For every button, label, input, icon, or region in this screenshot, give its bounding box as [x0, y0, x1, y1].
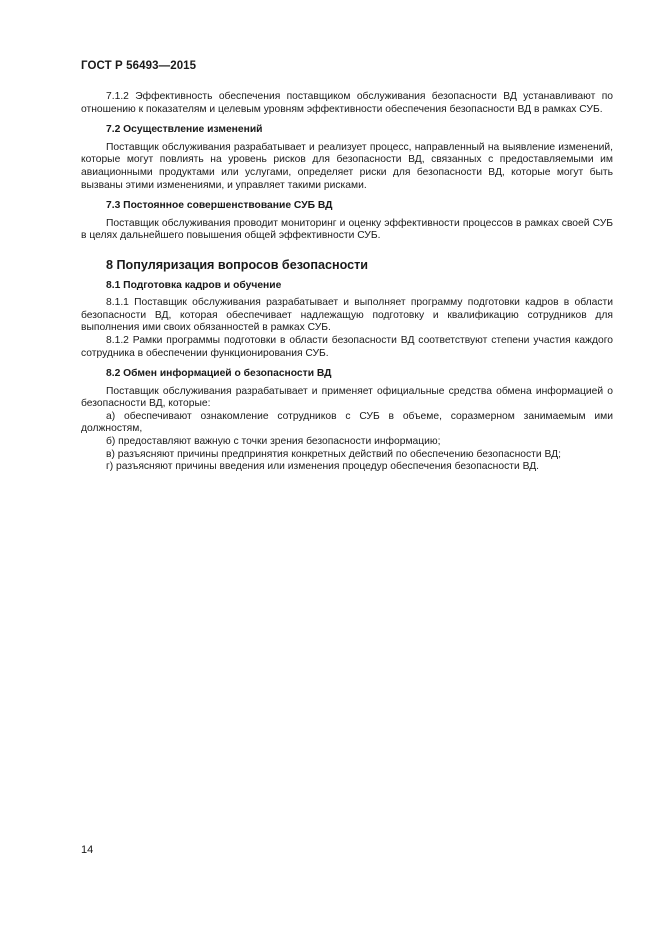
- heading-7-2: 7.2 Осуществление изменений: [106, 124, 263, 136]
- heading-8-2: 8.2 Обмен информацией о безопасности ВД: [106, 368, 332, 380]
- paragraph-7-2: Поставщик обслуживания разрабатывает и реализует процесс, направленный на выявление изменений, которые могут повлиять на уровень рисков для безопасности ВД, связанных с предоставляемыми им авиационными продуктами или услугами, определяет риски для безопасности ВД, которые могут быть вызваны этими изменениями, и управляет такими рисками.: [81, 141, 613, 191]
- paragraph-8-1-1: 8.1.1 Поставщик обслуживания разрабатывает и выполняет программу подготовки кадров в области безопасности ВД, которая обеспечивает надлежащую подготовку и квалификацию сотрудников для выполнения ими своих обязанностей в рамках СУБ.: [81, 297, 613, 334]
- document-body: [81, 91, 613, 474]
- heading-8: 8 Популяризация вопросов безопасности: [106, 257, 369, 272]
- list-item-a: а) обеспечивают ознакомление сотрудников с СУБ в объеме, соразмерном занимаемым ими должностям,: [81, 410, 613, 435]
- document-code: ГОСТ Р 56493—2015: [81, 60, 197, 72]
- page-number: 14: [81, 844, 94, 856]
- paragraph-7-1-2: 7.1.2 Эффективность обеспечения поставщиком обслуживания безопасности ВД устанавливают по отношению к показателям и целевым уровням эффективности обеспечения безопасности ВД в рамках СУБ.: [81, 91, 613, 115]
- list-item-c: в) разъясняют причины предпринятия конкретных действий по обеспечению безопасности ВД;: [106, 448, 561, 460]
- heading-7-3: 7.3 Постоянное совершенствование СУБ ВД: [106, 200, 333, 212]
- heading-8-1: 8.1 Подготовка кадров и обучение: [106, 279, 282, 291]
- list-item-b: б) предоставляют важную с точки зрения безопасности информацию;: [106, 436, 441, 448]
- list-item-d: г) разъясняют причины введения или изменения процедур обеспечения безопасности ВД.: [106, 461, 540, 473]
- paragraph-7-3: Поставщик обслуживания проводит мониторинг и оценку эффективности процессов в рамках своей СУБ в целях дальнейшего повышения общей эффективности СУБ.: [81, 217, 613, 242]
- paragraph-8-1-2: 8.1.2 Рамки программы подготовки в области безопасности ВД соответствуют степени участия каждого сотрудника в обеспечении функционирования СУБ.: [81, 334, 613, 359]
- paragraph-8-2: Поставщик обслуживания разрабатывает и применяет официальные средства обмена информацией о безопасности ВД, которые:: [81, 385, 613, 410]
